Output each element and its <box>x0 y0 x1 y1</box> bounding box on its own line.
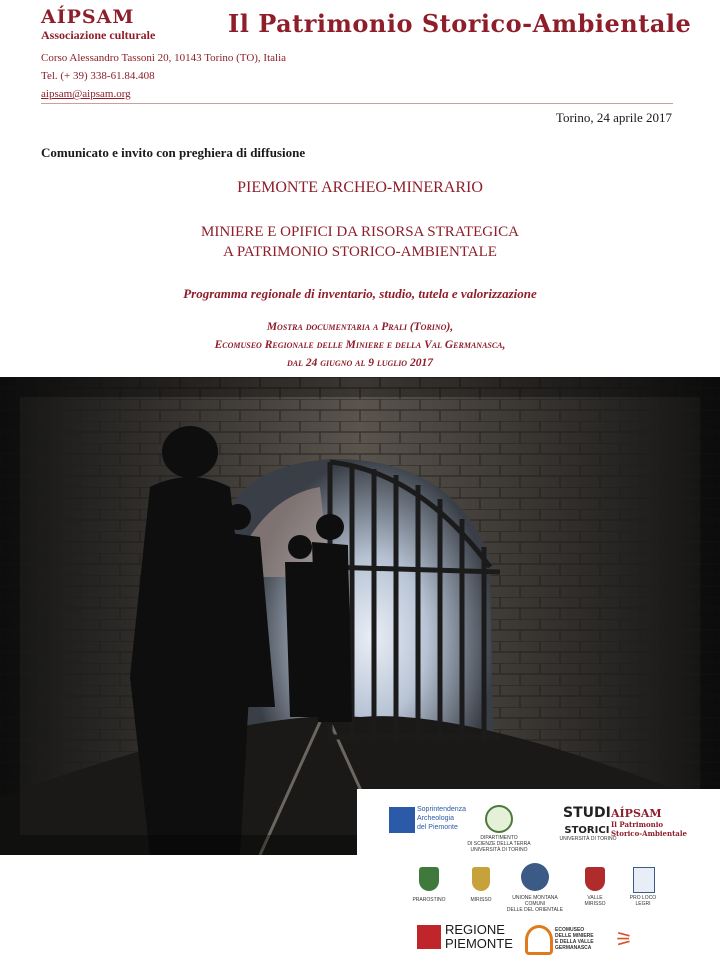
spiral-logo-icon: ⚞ <box>615 929 633 951</box>
studi-storici-caption: UNIVERSITÀ DI TORINO <box>559 836 617 842</box>
valle-crest-icon <box>585 867 605 891</box>
ecomuseo-label: ECOMUSEO DELLE MINIERE E DELLA VALLE GERMANASCA <box>555 927 594 951</box>
dst-logo-icon <box>485 805 513 833</box>
header-divider <box>41 103 673 104</box>
partner-logos-panel <box>357 789 720 960</box>
unione-montana-label: UNIONE MONTANA COMUNI DELLE DEL ORIENTALE <box>506 895 564 913</box>
main-title: PIEMONTE ARCHEO-MINERARIO <box>237 179 483 196</box>
mirisso-label: MIRISSO <box>470 897 492 903</box>
letterhead-title: Il Patrimonio Storico-Ambientale <box>228 9 692 38</box>
event-line-1: Mostra documentaria a Prali (Torino), <box>266 321 454 333</box>
aipsam-logo: AÍPSAM Il Patrimonio Storico-Ambientale <box>611 807 687 838</box>
soprintendenza-logo-icon <box>389 807 415 833</box>
event-line-2: Ecomuseo Regionale delle Miniere e della Val Germanasca, <box>214 339 506 351</box>
org-name: AÍPSAM <box>41 6 135 28</box>
mirisso-crest-icon <box>472 867 490 891</box>
event-details <box>0 318 720 372</box>
mine-tunnel-photo <box>0 377 720 855</box>
prarostino-label: PRAROSTINO <box>412 897 446 903</box>
dst-logo-text: DIPARTIMENTO DI SCIENZE DELLA TERRA UNIVERSITÀ DI TORINO <box>467 835 531 853</box>
sub-title-line-1: MINIERE E OPIFICI DA RISORSA STRATEGICA <box>201 224 519 240</box>
intro-line: Comunicato e invito con preghiera di diffusione <box>41 145 306 160</box>
pro-loco-label: PRO LOCO LEGRI <box>629 895 657 907</box>
regione-piemonte-text: REGIONE PIEMONTE <box>445 922 513 951</box>
valle-label: VALLE MIRISSO <box>584 895 606 907</box>
unione-montana-logo-icon <box>521 863 549 891</box>
event-line-3: dal 24 giugno al 9 luglio 2017 <box>287 357 433 369</box>
sub-title-line-2: A PATRIMONIO STORICO-AMBIENTALE <box>223 244 497 260</box>
pro-loco-crest-icon <box>633 867 655 893</box>
prarostino-crest-icon <box>419 867 439 891</box>
studi-storici-logo: STUDI STORICI <box>563 805 611 836</box>
regione-piemonte-flag-icon <box>417 925 441 949</box>
date-line: Torino, 24 aprile 2017 <box>555 110 672 125</box>
org-subtitle: Associazione culturale <box>41 28 156 42</box>
soprintendenza-logo-text: Soprintendenza Archeologia del Piemonte <box>417 806 467 831</box>
phone-line: Tel. (+ 39) 338-61.84.408 <box>41 70 155 82</box>
ecomuseo-logo-icon <box>525 925 553 955</box>
address-line: Corso Alessandro Tassoni 20, 10143 Torino (TO), Italia <box>41 52 287 64</box>
email-link[interactable]: aipsam@aipsam.org <box>41 88 131 100</box>
programme-subtitle: Programma regionale di inventario, studio, tutela e valorizzazione <box>183 286 537 301</box>
sub-title <box>0 222 720 262</box>
